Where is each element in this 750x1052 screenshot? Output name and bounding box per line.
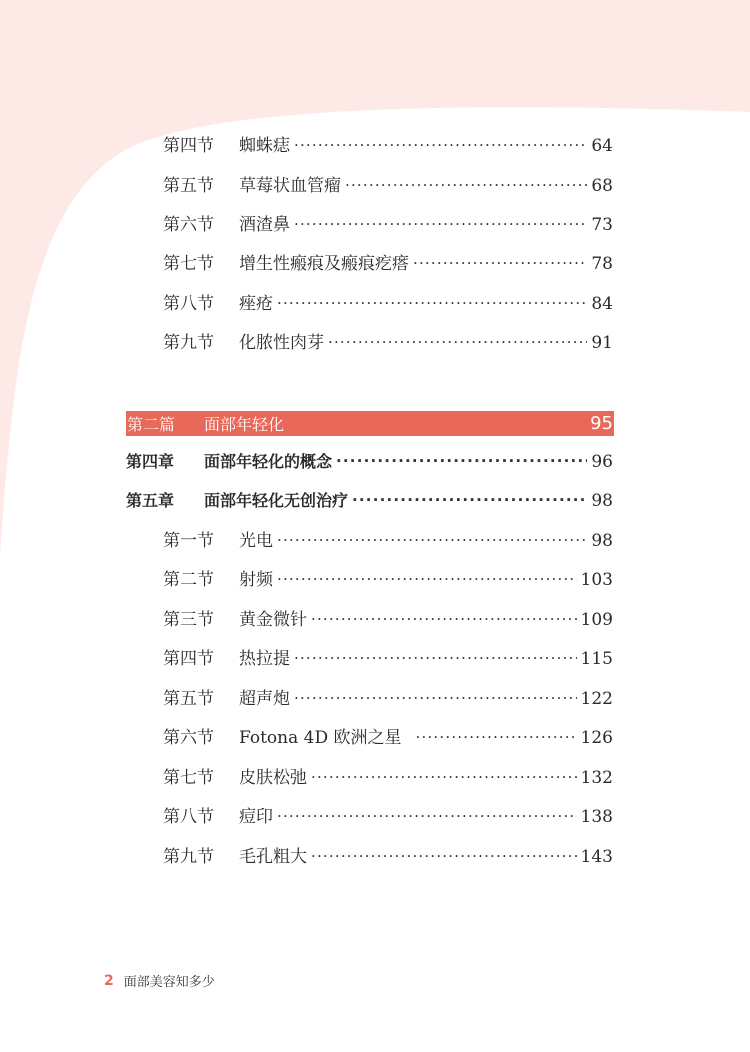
- section-number: 第八节: [163, 294, 214, 314]
- leader-dots: [277, 291, 587, 317]
- part-page-number: 95: [590, 413, 613, 434]
- page-number: 73: [591, 215, 613, 235]
- leader-dots: [294, 646, 577, 672]
- page-number: 115: [580, 649, 613, 669]
- section-number: 第五节: [163, 689, 214, 709]
- toc-entry[interactable]: [163, 330, 613, 356]
- leader-dots: [277, 804, 577, 830]
- section-number: 第二节: [163, 570, 214, 590]
- chapter-title: 面部年轻化无创治疗: [204, 491, 349, 510]
- page-footer: [104, 971, 215, 990]
- page-number: 78: [591, 254, 613, 274]
- page-number: 98: [591, 531, 613, 551]
- toc-chapter-entry[interactable]: [126, 449, 613, 475]
- section-number: 第四节: [163, 649, 214, 669]
- section-number: 第九节: [163, 333, 214, 353]
- page-number: 68: [591, 176, 613, 196]
- section-title: 痤疮: [239, 294, 273, 314]
- section-title: Fotona 4D 欧洲之星: [239, 728, 402, 748]
- section-number: 第六节: [163, 215, 214, 235]
- toc-entry[interactable]: [163, 725, 613, 751]
- toc-chapter-entry[interactable]: [126, 488, 613, 514]
- section-title: 光电: [239, 531, 273, 551]
- page-number: 109: [580, 610, 613, 630]
- leader-dots: [413, 251, 587, 277]
- section-number: 第三节: [163, 610, 214, 630]
- leader-dots: [294, 133, 587, 159]
- page-number: 132: [580, 768, 613, 788]
- section-number: 第一节: [163, 531, 214, 551]
- section-number: 第五节: [163, 176, 214, 196]
- leader-dots: [345, 173, 587, 199]
- leader-dots: [311, 844, 577, 870]
- leader-dots: [311, 765, 577, 791]
- toc-entry[interactable]: [163, 251, 613, 277]
- chapter-title: 面部年轻化的概念: [204, 452, 333, 471]
- section-title: 增生性瘢痕及瘢痕疙瘩: [239, 254, 409, 274]
- toc-entry[interactable]: [163, 765, 613, 791]
- part-heading[interactable]: [126, 411, 614, 436]
- page-number: 84: [591, 294, 613, 314]
- section-number: 第七节: [163, 254, 214, 274]
- section-title: 黄金微针: [239, 610, 307, 630]
- section-title: 射频: [239, 570, 273, 590]
- page-number: 126: [580, 728, 613, 748]
- toc-entry[interactable]: [163, 686, 613, 712]
- toc-entry[interactable]: [163, 567, 613, 593]
- page-number: 96: [591, 452, 613, 472]
- chapter-number: 第四章: [126, 452, 175, 471]
- leader-dots: [277, 567, 577, 593]
- leader-dots: [352, 488, 587, 514]
- page-number: 91: [591, 333, 613, 353]
- toc-entry[interactable]: [163, 844, 613, 870]
- toc-entry[interactable]: [163, 804, 613, 830]
- section-title: 热拉提: [239, 649, 290, 669]
- leader-dots: [294, 212, 587, 238]
- section-number: 第七节: [163, 768, 214, 788]
- leader-dots: [336, 449, 587, 475]
- toc-entry[interactable]: [163, 212, 613, 238]
- leader-dots: [311, 607, 577, 633]
- page-number: 103: [580, 570, 613, 590]
- section-title: 皮肤松弛: [239, 768, 307, 788]
- leader-dots: [328, 330, 587, 356]
- leader-dots: [277, 528, 587, 554]
- leader-dots: [294, 686, 577, 712]
- section-title: 化脓性肉芽: [239, 333, 324, 353]
- toc-entry[interactable]: [163, 133, 613, 159]
- section-number: 第六节: [163, 728, 214, 748]
- toc-entry[interactable]: [163, 528, 613, 554]
- section-title: 毛孔粗大: [239, 847, 307, 867]
- page-number: 122: [580, 689, 613, 709]
- page-number: 64: [591, 136, 613, 156]
- toc-entry[interactable]: [163, 646, 613, 672]
- toc-entry[interactable]: [163, 291, 613, 317]
- section-title: 蜘蛛痣: [239, 136, 290, 156]
- section-number: 第九节: [163, 847, 214, 867]
- section-title: 酒渣鼻: [239, 215, 290, 235]
- section-title: 超声炮: [239, 689, 290, 709]
- section-number: 第八节: [163, 807, 214, 827]
- chapter-number: 第五章: [126, 491, 175, 510]
- section-title: 草莓状血管瘤: [239, 176, 341, 196]
- page-number: 143: [580, 847, 613, 867]
- footer-book-title: 面部美容知多少: [123, 975, 215, 990]
- page-number: 98: [591, 491, 613, 511]
- section-number: 第四节: [163, 136, 214, 156]
- part-title: 面部年轻化: [204, 415, 285, 434]
- toc-entry[interactable]: [163, 173, 613, 199]
- toc-entry[interactable]: [163, 607, 613, 633]
- page-number: 138: [580, 807, 613, 827]
- section-title: 痘印: [239, 807, 273, 827]
- footer-page-number: 2: [104, 972, 114, 989]
- part-number: 第二篇: [127, 415, 176, 434]
- leader-dots: [416, 725, 577, 751]
